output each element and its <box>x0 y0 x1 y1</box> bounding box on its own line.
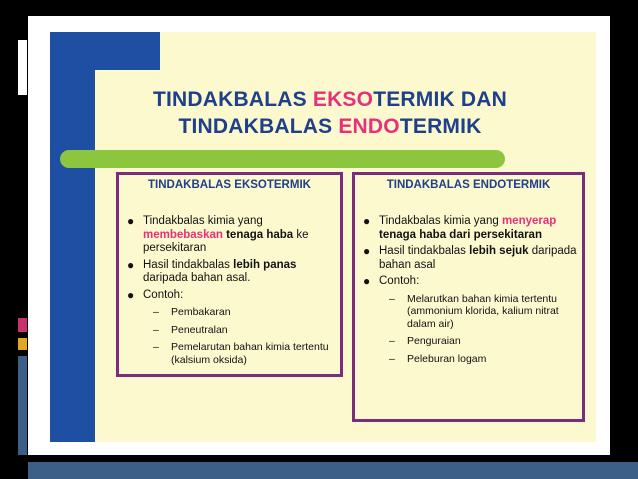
point-text: Contoh: <box>379 275 420 287</box>
point-text: ke persekitaran <box>143 228 309 254</box>
endothermic-examples <box>379 293 578 366</box>
title-text: TINDAKBALAS <box>178 115 339 138</box>
blue-side-panel <box>50 32 95 442</box>
point-text: daripada bahan asal <box>379 245 577 271</box>
exothermic-box <box>116 172 343 377</box>
list-item <box>125 259 336 286</box>
bullet-icon: ● <box>127 257 135 272</box>
point-bold: lebih sejuk <box>469 245 529 257</box>
list-item <box>361 215 578 242</box>
point-highlight: menyerap <box>501 215 557 227</box>
list-item <box>361 245 578 272</box>
point-bold: tenaga haba dari persekitaran <box>379 228 542 241</box>
point-text: Hasil tindakbalas <box>143 258 234 271</box>
exothermic-points <box>125 215 336 371</box>
dash-icon: – <box>153 323 159 336</box>
dash-icon: – <box>389 292 395 305</box>
list-item <box>361 275 578 365</box>
decor-bar-blue <box>18 356 27 466</box>
point-text: Contoh: <box>143 288 184 301</box>
list-item <box>125 215 336 256</box>
endothermic-box <box>352 172 585 422</box>
decor-bar-white <box>18 40 27 95</box>
example-item <box>379 293 578 331</box>
example-text: Peneutralan <box>171 323 228 336</box>
title-line-2 <box>100 113 560 140</box>
point-bold: tenaga haba <box>222 228 294 241</box>
bullet-icon: ● <box>363 244 371 258</box>
dash-icon: – <box>389 335 395 347</box>
example-item <box>379 335 578 348</box>
title-highlight: ENDO <box>338 115 400 138</box>
title-text: TINDAKBALAS <box>152 88 313 111</box>
example-item <box>143 306 336 319</box>
point-highlight: membebaskan <box>143 228 223 241</box>
bullet-icon: ● <box>363 274 371 288</box>
dash-icon: – <box>153 306 159 318</box>
bullet-icon: ● <box>127 287 135 302</box>
example-item <box>143 324 336 337</box>
title-text: TERMIK DAN <box>373 88 508 111</box>
point-bold: lebih panas <box>233 258 297 271</box>
bullet-icon: ● <box>363 214 371 228</box>
example-text: Peleburan logam <box>407 352 487 365</box>
green-divider <box>60 150 505 168</box>
decor-bar-gold <box>18 338 27 350</box>
exothermic-heading: TINDAKBALAS EKSOTERMIK <box>148 179 311 191</box>
blue-top-panel <box>50 32 160 70</box>
bullet-icon: ● <box>127 214 135 228</box>
point-text: Tindakbalas kimia yang <box>143 215 263 227</box>
slide-title <box>100 86 560 140</box>
bottom-blue-bar <box>28 462 638 479</box>
example-text: Penguraian <box>407 335 461 347</box>
point-text: Tindakbalas kimia yang <box>379 215 502 227</box>
example-text: Pembakaran <box>171 306 231 318</box>
decor-bar-pink <box>18 318 27 332</box>
endothermic-heading: TINDAKBALAS ENDOTERMIK <box>386 179 551 191</box>
endothermic-points <box>361 215 578 370</box>
title-line-1 <box>100 86 560 113</box>
example-text: Melarutkan bahan kimia tertentu (ammonium klorida, kalium nitrat dalam air) <box>407 292 559 330</box>
example-item <box>143 341 336 366</box>
dash-icon: – <box>389 352 395 365</box>
example-text: Pemelarutan bahan kimia tertentu (kalsium oksida) <box>171 341 329 366</box>
exothermic-examples <box>143 306 336 366</box>
list-item <box>125 289 336 367</box>
point-text: Hasil tindakbalas <box>379 245 470 257</box>
example-item <box>379 353 578 366</box>
point-text: daripada bahan asal. <box>143 272 251 284</box>
title-highlight: EKSO <box>312 88 374 111</box>
dash-icon: – <box>153 341 159 353</box>
title-text: TERMIK <box>399 115 482 138</box>
